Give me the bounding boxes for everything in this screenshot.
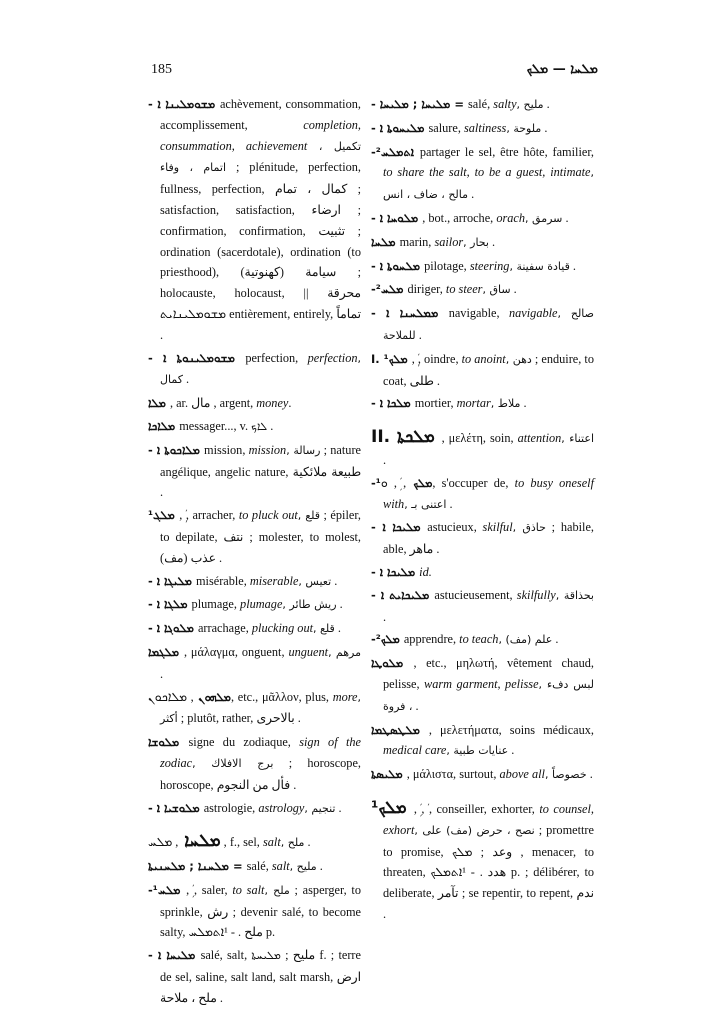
entry-arabic: ܡܠܝܚܬܐ (251, 949, 281, 963)
entry-arabic: , اعتنى بـ (404, 497, 447, 511)
entry-rest: . (569, 258, 577, 273)
entry-definition: salé, salt, مليح ; (200, 948, 316, 963)
entry-rest: . (383, 609, 387, 624)
entry-rest: . (541, 120, 548, 135)
entry-definition: salé, (246, 859, 272, 874)
entry-arabic: , ريش طائر (282, 598, 337, 612)
entry-headword: - ܡܠܘܓܐ ܐ (148, 621, 198, 636)
entry-rest: . (334, 621, 341, 636)
dictionary-entry (148, 798, 361, 820)
dictionary-entry (148, 880, 361, 943)
entry-arabic: , تنجيم (304, 801, 336, 815)
entry-headword: - ܡܠܝܚܘܬܐ ܐ (371, 120, 429, 135)
entry-rest: . (383, 452, 387, 467)
entry-definition: , μάλιστα, surtout, (406, 767, 500, 782)
entry-headword: -²ܡܠܚ (371, 282, 408, 297)
entry-definition: , ܡܠܐܟܘܢ, etc., μᾶλλον, plus, (148, 689, 333, 704)
entry-definition: astucieusement, (434, 587, 517, 602)
entry-arabic: , ملح (280, 836, 305, 850)
entry-headword: - ܡܠܝܟܐ ܐ (371, 520, 428, 535)
dictionary-entry (371, 208, 594, 230)
entry-rest: ; habile, able, ماهر . (383, 520, 594, 557)
entry-rest: . (336, 597, 343, 612)
dictionary-entry (371, 473, 594, 516)
entry-definition: messager..., v. (179, 418, 252, 433)
entry-arabic: , صالح للملاحة (383, 307, 594, 342)
entry-definition: , μελετήματα, soins médicaux, (428, 722, 594, 737)
entry-rest: . (508, 743, 515, 758)
entry-headword: -¹ܡܠܚ (148, 882, 187, 897)
entry-english: plumage (240, 597, 283, 612)
entry-definition: , ܲ, ܿ, conseiller, exhorter, (413, 801, 540, 816)
dictionary-entry (371, 256, 594, 278)
entry-english: astrology (258, 800, 305, 815)
dictionary-entry (148, 94, 361, 346)
entry-headword: - ܡܡܠܚܢܐ ܐ (371, 306, 449, 321)
entry-definition: , ܡܠܚ , f., sel, (148, 835, 263, 850)
dictionary-entry (371, 562, 594, 583)
entry-arabic: , مليح (516, 98, 544, 111)
entry-headword: - ܡܠܘܚܐ ܐ (371, 210, 423, 225)
entry-arabic: , لبس دفء ، فروة (383, 677, 595, 713)
entry-definition: , ܲ, arracher, (179, 508, 239, 523)
entry-arabic: , خصوصاً (544, 768, 587, 782)
dictionary-entry (371, 303, 594, 347)
entry-english: money (256, 396, 289, 411)
dictionary-entry (148, 594, 361, 616)
entry-rest: . (415, 327, 422, 342)
dictionary-entry (371, 118, 594, 140)
entry-english: orach (496, 210, 526, 225)
entry-definition: apprendre, (403, 632, 460, 647)
entry-headword: - ܡܠܝܚܐ ; ܡܠܝܚܐ = (371, 97, 469, 111)
entry-arabic: , رسالة (286, 443, 321, 457)
entry-headword: ܡܠܗܘܢ (193, 689, 231, 704)
entry-english: to pluck out (238, 508, 298, 523)
dictionary-entry (148, 642, 361, 685)
entry-arabic: , حاذق (512, 521, 546, 535)
entry-rest: ; enduire, to coat, طلى . (383, 351, 594, 388)
entry-rest: . (552, 632, 559, 647)
entry-english: medical care (383, 743, 447, 758)
entry-rest: . (160, 666, 164, 681)
dictionary-entry (148, 440, 361, 503)
dictionary-entry (371, 393, 594, 415)
entry-headword: - ܡܠܟܐ ܐ (371, 396, 415, 411)
entry-english: to counsel, exhort (383, 801, 595, 837)
dictionary-entry (148, 732, 361, 795)
entry-rest: . (562, 210, 569, 225)
entry-rest: . (510, 282, 517, 297)
entry-english: saltiness (463, 120, 507, 135)
dictionary-entry (148, 416, 361, 438)
entry-english: mission (248, 442, 287, 457)
entry-rest: ; plutôt, rather, بالاحرى . (177, 711, 301, 726)
entry-rest: . (304, 835, 311, 850)
entry-rest: . (267, 418, 274, 433)
entry-english: to salt (232, 882, 265, 897)
entry-english: miserable (249, 573, 299, 588)
dictionary-entry (148, 945, 361, 1008)
entry-english: to anoint (461, 351, 506, 366)
dictionary-entry (371, 764, 594, 786)
entry-rest: ; plénitude, perfection, fullness, perfection, كمال ، تمام ; satisfaction, satisfaction, ارضاء ; confirmation, confirmation, تثبيت ; ordination (sacerdotale), ordination (to priesthood), سيامة (كهنوتية) ; holocauste, holocaust, محرقة || ܡܫܘܡܠܝܢܐܝܬ entièrement, entirely, تماماً . (160, 160, 362, 342)
entry-arabic: , مالح ، ضاف ، انس (383, 166, 594, 202)
dictionary-entry (148, 505, 361, 568)
left-column (148, 94, 361, 1011)
dictionary-entry (371, 517, 594, 560)
entry-headword: - ܡܠܝܚܐ ܐ (148, 948, 201, 963)
entry-headword: - ܡܠܝܟܐ ܐ (371, 564, 420, 579)
entry-rest: . (543, 97, 550, 111)
entry-english: to busy oneself with (383, 475, 594, 511)
entry-definition: , μάλαγμα, onguent, (183, 644, 289, 659)
entry-headword: - ܡܠܘܫܝܐ ܐ (148, 800, 204, 815)
entry-headword: II. ܡܠܟܬܐ (371, 427, 442, 448)
entry-definition: , ܲ, oindre, (411, 351, 462, 366)
entry-english: salt (262, 835, 281, 850)
entry-definition: perfection, (245, 350, 308, 365)
entry-definition: arrachage, (197, 621, 252, 636)
entry-headword: ܡܠܝܣܬܐ (371, 767, 407, 782)
entry-rest: ; épiler, to depilate, نتف ; molester, to molest, عذب (مف) . (160, 508, 362, 565)
entry-definition: salé, (468, 97, 494, 111)
entry-arabic: , ملوحة (506, 121, 542, 135)
entry-arabic: , نصح ، حرض (مف) على (414, 823, 535, 837)
entry-arabic: , قلع (297, 509, 320, 523)
entry-english: above all (499, 767, 545, 782)
entry-definition: misérable, (195, 573, 250, 588)
entry-rest: . (468, 187, 475, 202)
entry-arabic: , علم (مف) (498, 633, 553, 647)
entry-english: mortar (456, 396, 491, 411)
dictionary-entry (371, 798, 594, 925)
dictionary-entry (371, 720, 594, 763)
entry-headword: - ܡܠܐܟܘܬܐ ܐ (148, 442, 205, 457)
entry-definition: , ar. مال , argent, (169, 396, 257, 411)
entry-rest: . (288, 396, 292, 411)
entry-english: to steer (445, 282, 483, 297)
entry-headword: ܡܠܘܛܐ (371, 656, 414, 671)
entry-english: more (332, 689, 358, 704)
entry-definition: , μελέτη, soin, (441, 431, 518, 446)
entry-headword: ܡܠܚܢܐ ; ܡܠܚܢܝܬܐ = (148, 859, 247, 874)
dictionary-entry (371, 629, 594, 651)
entry-arabic: , سرمق (525, 211, 563, 225)
entry-arabic: تكميل ، اتمام ، وفاء (160, 139, 362, 175)
entry-rest: ; promettre to promise, وعد ; ܡܠܟ , menacer, to threaten, هدد . - ¹ܐܬܡܠܟ p. ; délibérer, to deliberate, تآمر ; se repentir, to repent, ندم . (383, 822, 595, 921)
entry-arabic: , ملاط (490, 397, 521, 411)
entry-arabic: , اعتناء (561, 432, 595, 446)
entry-headword: ܡܠܐ (148, 396, 170, 411)
entry-english: navigable (509, 306, 558, 321)
entry-rest: . (182, 372, 190, 387)
entry-definition: navigable, (448, 306, 509, 321)
entry-headword: - ܡܫܘܡܠܝܢܐ ܐ (148, 97, 220, 111)
entry-headword: -²ܐܬܡܠܚ (371, 144, 420, 159)
right-column (371, 94, 594, 927)
dictionary-entry (148, 856, 361, 878)
entry-definition: salure, (428, 120, 464, 135)
entry-definition: , bot., arroche, (422, 210, 497, 225)
entry-definition: mortier, (414, 396, 457, 411)
entry-definition: astrologie, (203, 800, 259, 815)
entry-headword: - ܡܠܝܟܐܝܬ ܐ (371, 587, 435, 602)
entry-arabic: , عنايات طبية (446, 744, 509, 758)
entry-english: unguent (288, 644, 329, 659)
entry-headword: -¹ܡܠܟ (371, 475, 433, 490)
dictionary-entry (371, 585, 594, 628)
entry-rest: . (331, 573, 338, 588)
entry-arabic: , تعيس (298, 574, 332, 588)
entry-headword: ܡܠܚܐ (371, 234, 400, 249)
entry-arabic: , دهن (505, 352, 532, 366)
entry-english: steering (469, 258, 510, 273)
entry-rest: ; nature angélique, angelic nature, طبيعة ملائكية . (160, 442, 362, 500)
entry-definition: , ܲ, saler, (186, 882, 233, 897)
entry-arabic: , ملح (264, 883, 290, 897)
entry-arabic: , قيادة سفينة (509, 259, 570, 273)
entry-english: to share the salt, to be a guest, intimate (383, 165, 591, 180)
page-header (0, 62, 714, 82)
entry-english: sign of the zodiac (160, 735, 361, 770)
entry-english: plucking out (251, 621, 314, 636)
dictionary-entry (371, 427, 594, 471)
dictionary-entry (371, 279, 594, 301)
entry-definition: pilotage, (424, 258, 470, 273)
entry-headword: ¹ܡܠܟ (371, 797, 414, 818)
entry-headword: - ܡܠܝܓܐ ܐ (148, 573, 196, 588)
entry-rest: ; horoscope, horoscope, فأل من النجوم . (160, 755, 361, 792)
entry-headword: - ܡܠܚܘܬܐ ܐ (371, 258, 425, 273)
entry-rest: . (520, 396, 527, 411)
entry-english: skilfully (516, 587, 556, 602)
entry-english: to teach (459, 632, 499, 647)
entry-definition: astucieux, (427, 520, 483, 535)
dictionary-entry (148, 618, 361, 640)
running-head: ܡܠܚܐ — ܡܠܟ (526, 62, 598, 77)
entry-definition: partager le sel, être hôte, familier, (419, 144, 594, 159)
entry-english: attention (517, 431, 562, 446)
entry-rest: . (335, 800, 342, 815)
entry-definition: , etc., μηλωτή, vêtement chaud, pelisse, (383, 656, 594, 691)
entry-english: id. (419, 564, 432, 579)
entry-arabic: , برج الافلاك (192, 756, 274, 770)
dictionary-entry (148, 687, 361, 731)
dictionary-entry (148, 393, 361, 414)
entry-headword: -²ܡܠܟ (371, 632, 404, 647)
entry-arabic: , كمال (160, 351, 361, 387)
entry-rest: . (586, 767, 593, 782)
dictionary-entry (371, 142, 594, 206)
entry-headword: ܡܠܓܡܐ (148, 644, 184, 659)
entry-english: warm garment, pelisse (424, 676, 539, 691)
entry-headword: I. ¹ܡܠܟ (371, 351, 412, 366)
entry-rest: . (488, 234, 496, 249)
dictionary-entry (371, 232, 594, 254)
entry-english: completion, consummation, achievement (160, 117, 361, 153)
entry-headword: ܡܠܛܣܛܡܐ (371, 722, 429, 737)
entry-arabic: , بحذاقة (555, 588, 594, 602)
page-number: 185 (151, 62, 172, 77)
entry-arabic: , أكثر (160, 690, 362, 726)
entry-rest: . (412, 698, 419, 713)
entry-arabic: , قلع (313, 622, 335, 636)
dictionary-entry (148, 831, 361, 854)
entry-rest: . (446, 496, 453, 511)
entry-definition: mission, (204, 442, 249, 457)
entry-english: skilful (482, 520, 513, 535)
entry-rest: . (316, 859, 323, 874)
entry-rest: ; asperger, to sprinkle, رش ; devenir salé, to become salty, ملح . - ¹ܐܬܡܠܚ p. (160, 882, 362, 940)
entry-arabic: , ساق (482, 283, 511, 297)
entry-headword: - ܡܠܓܐ ܐ (148, 597, 192, 612)
dictionary-entry (371, 94, 594, 116)
entry-definition: plumage, (191, 597, 241, 612)
entry-arabic: , بحار (463, 235, 489, 249)
entry-definition: achèvement, consommation, accomplissement, (160, 97, 361, 132)
entry-headword: ܡܠܘܫܐ (148, 735, 189, 750)
entry-headword: ¹ܡܠܓ (148, 508, 180, 523)
entry-definition: , ܲ, ܘ, s'occuper de, (380, 475, 515, 490)
entry-rest: f. ; terre de sel, saline, salt land, salt marsh, ارض ملح ، ملاحة . (160, 948, 361, 1005)
entry-english: sailor (434, 234, 464, 249)
entry-english: perfection (307, 350, 358, 365)
entry-definition: marin, (399, 234, 435, 249)
dictionary-entry (148, 348, 361, 392)
entry-definition: signe du zodiaque, (188, 735, 300, 750)
entry-definition: diriger, (407, 282, 446, 297)
entry-arabic: , مرهم (328, 645, 361, 659)
entry-headword: ܡܠܚܐ (178, 831, 221, 852)
dictionary-entry (148, 571, 361, 593)
entry-english: salty (493, 97, 517, 111)
entry-english: salt (271, 859, 290, 874)
entry-arabic: ܠܐܟ (251, 419, 268, 433)
dictionary-entry (371, 349, 594, 392)
entry-headword: ܡܠܐܟܐ (148, 418, 180, 433)
dictionary-entry (371, 653, 594, 717)
entry-arabic: , مليح (289, 860, 317, 874)
entry-headword: - ܡܫܘܡܠܝܢܘܬܐ ܐ (148, 350, 246, 365)
